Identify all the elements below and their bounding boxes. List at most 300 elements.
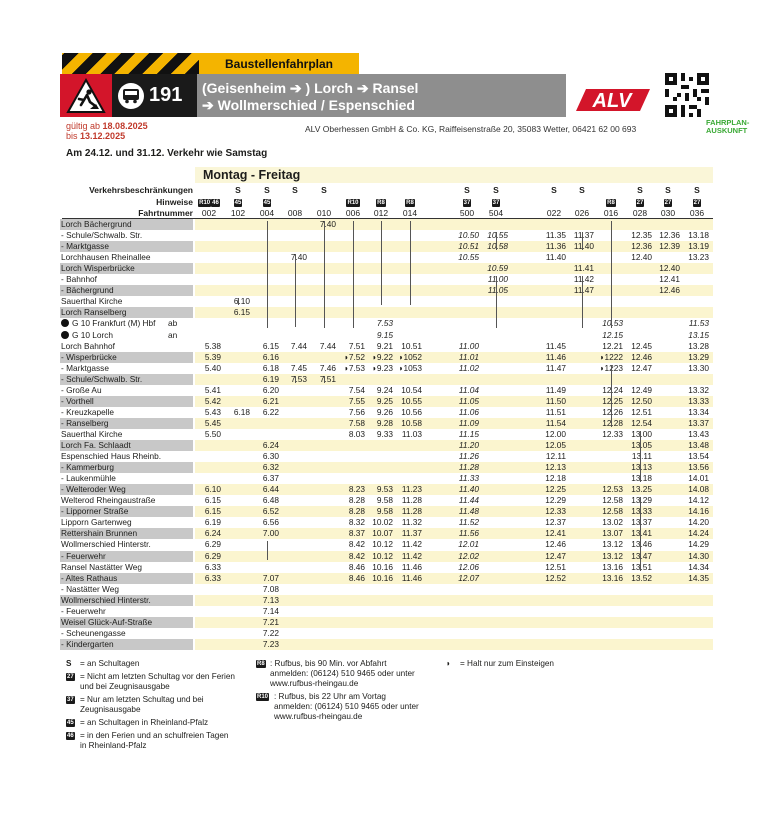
time-cell: 6.19 — [204, 517, 221, 528]
time-cell: 12.40 — [631, 252, 652, 263]
row-times — [195, 484, 713, 495]
row-times — [195, 473, 713, 484]
table-row — [60, 484, 713, 495]
timetable-info-label: FAHRPLAN-AUSKUNFT — [706, 118, 750, 135]
time-cell: 13.16 — [602, 561, 623, 572]
time-cell: 5.40 — [204, 362, 221, 373]
table-row — [60, 451, 713, 462]
legend-item — [256, 659, 426, 689]
row-times — [195, 263, 713, 274]
table-row — [60, 363, 713, 374]
time-cell: 6.22 — [262, 406, 279, 417]
table-row — [60, 573, 713, 584]
time-cell: 10.12 — [372, 550, 393, 561]
time-cell: 11.50 — [545, 395, 566, 406]
time-cell: 11.37 — [573, 230, 594, 241]
hint-cell — [597, 197, 625, 207]
table-row — [60, 551, 713, 562]
time-cell: ◗7.52 — [343, 351, 365, 362]
time-cell: 5.43 — [204, 406, 221, 417]
row-times — [195, 462, 713, 473]
time-cell: 10.59 — [487, 263, 508, 274]
time-cell: 6.33 — [204, 561, 221, 572]
route-line-2: ➔ Wollmerschied / Espenschied — [202, 97, 415, 113]
time-cell: 11.05 — [458, 395, 479, 406]
restriction-cell: S — [264, 185, 270, 195]
time-cell: 12.54 — [631, 417, 652, 428]
stop-name — [60, 539, 193, 550]
time-cell: 7.46 — [319, 362, 336, 373]
table-row — [60, 241, 713, 252]
legend-key — [256, 659, 270, 689]
table-row — [60, 219, 713, 230]
alv-logo — [572, 85, 654, 113]
time-cell: 6.32 — [262, 462, 279, 473]
table-row — [60, 517, 713, 528]
time-cell: 12.07 — [458, 572, 479, 583]
trip-number-label: Fahrtnummer — [138, 208, 193, 218]
time-cell: 11.26 — [458, 451, 479, 462]
legend-item — [66, 731, 236, 751]
time-cell: 14.20 — [688, 517, 709, 528]
stop-name — [60, 606, 193, 617]
time-cell: 6.37 — [262, 473, 279, 484]
time-cell: 7.58 — [348, 417, 365, 428]
row-times — [195, 639, 713, 650]
line-number: 191 — [149, 84, 183, 106]
row-times — [195, 296, 713, 307]
time-cell: 12.36 — [631, 241, 652, 252]
time-cell: 11.35 — [545, 230, 566, 241]
qr-code-icon[interactable] — [665, 73, 709, 117]
time-cell: 6.15 — [262, 340, 279, 351]
time-cell: 7.22 — [262, 627, 279, 638]
time-cell: 14.24 — [688, 528, 709, 539]
hint-badge: 27 — [693, 199, 701, 206]
time-cell: 12.11 — [545, 451, 566, 462]
table-row — [60, 230, 713, 241]
hint-cell — [482, 197, 510, 207]
time-cell: 13.47 — [631, 550, 652, 561]
stop-name — [60, 595, 193, 606]
stop-name-text: - Laukenmühle — [61, 473, 116, 484]
stop-name-text: Lorch Bächergrund — [61, 219, 132, 229]
time-cell: 11.42 — [573, 274, 594, 285]
time-cell: 13.46 — [631, 539, 652, 550]
table-row — [60, 352, 713, 363]
time-cell: 14.16 — [688, 506, 709, 517]
time-cell: 10.58 — [487, 241, 508, 252]
stop-name — [60, 429, 193, 440]
row-times — [195, 440, 713, 451]
time-cell: 12.53 — [602, 484, 623, 495]
table-row — [60, 374, 713, 385]
trip-number: 012 — [373, 208, 389, 218]
table-row — [60, 341, 713, 352]
time-cell: 12.18 — [545, 473, 566, 484]
stop-name — [60, 285, 193, 296]
time-cell: 8.03 — [348, 428, 365, 439]
time-cell: 11.56 — [458, 528, 479, 539]
route-line-1: (Geisenheim ➔ ) Lorch ➔ Ransel — [202, 80, 419, 96]
time-cell: 5.39 — [204, 351, 221, 362]
stop-name — [60, 274, 193, 285]
time-cell: 11.20 — [458, 440, 479, 450]
time-cell: 11.45 — [545, 340, 566, 351]
hint-badge: 37 — [492, 199, 500, 206]
time-cell: ◗1223 — [599, 362, 623, 373]
time-cell: 10.58 — [401, 417, 422, 428]
time-cell: 11.53 — [688, 318, 709, 329]
row-times — [195, 352, 713, 363]
svg-text:ALV: ALV — [592, 90, 632, 112]
notes-label: Hinweise — [156, 197, 193, 207]
restriction-cell: S — [464, 185, 470, 195]
time-cell: 8.42 — [348, 539, 365, 550]
row-times — [195, 341, 713, 352]
time-cell: 6.20 — [262, 384, 279, 395]
time-cell: 12.33 — [545, 506, 566, 517]
construction-stripes — [62, 53, 199, 74]
time-cell: ◗9.23 — [371, 362, 393, 373]
time-cell: 13.52 — [631, 572, 652, 583]
row-times — [195, 562, 713, 573]
row-times — [195, 606, 713, 617]
time-cell: 13.12 — [602, 550, 623, 561]
legend-text: = an Schultagen — [80, 659, 140, 668]
stop-name-text: Weisel Glück-Auf-Straße — [61, 616, 153, 627]
stop-name-text: - Lipporner Straße — [61, 506, 129, 517]
table-row — [60, 440, 713, 451]
time-cell: 13.37 — [688, 417, 709, 428]
time-cell: 7.54 — [348, 384, 365, 395]
pass-through-line — [267, 541, 268, 559]
pass-through-line — [496, 276, 497, 327]
stop-name-text: Lorchhausen Rheinallee — [61, 252, 151, 263]
time-cell: 14.12 — [688, 495, 709, 506]
time-cell: 10.53 — [602, 318, 623, 329]
row-times — [195, 551, 713, 562]
stop-name — [60, 528, 193, 539]
stop-name — [60, 484, 193, 495]
time-cell: 10.55 — [487, 230, 508, 241]
time-cell: 9.25 — [376, 395, 393, 406]
time-cell: 10.51 — [458, 241, 479, 252]
trip-number: 028 — [632, 208, 648, 218]
time-cell: 9.33 — [376, 428, 393, 439]
hint-badge: R10 — [199, 199, 211, 206]
time-cell: 13.15 — [688, 329, 709, 340]
pass-through-line — [381, 221, 382, 305]
arrival-departure-marker: an — [168, 329, 178, 340]
trip-number: 006 — [345, 208, 361, 218]
time-cell: 13.33 — [688, 395, 709, 406]
table-row — [60, 539, 713, 550]
hint-badge: R8 — [406, 199, 414, 206]
stop-name — [60, 385, 193, 396]
row-times — [195, 628, 713, 639]
trip-number: 008 — [287, 208, 303, 218]
stop-name — [60, 573, 193, 584]
time-cell: 11.15 — [458, 428, 479, 439]
pass-through-line — [611, 221, 612, 328]
time-cell: 7.40 — [319, 219, 336, 229]
stop-name-text: - Nastätter Weg — [61, 583, 119, 594]
hint-badge: R10 — [347, 199, 359, 206]
time-cell: 7.44 — [319, 340, 336, 351]
time-cell: 6.15 — [204, 506, 221, 517]
time-cell: 9.15 — [376, 329, 393, 340]
bus-icon — [118, 83, 144, 109]
time-cell: 12.36 — [659, 230, 680, 241]
time-cell: 12.46 — [545, 539, 566, 550]
row-times — [195, 539, 713, 550]
table-row — [60, 606, 713, 617]
legend-key: ◗ — [446, 659, 451, 668]
table-row — [60, 617, 713, 628]
stop-name-text: - Altes Rathaus — [61, 572, 118, 583]
row-times — [195, 241, 713, 252]
legend-key: S — [66, 659, 72, 668]
time-cell: 12.46 — [631, 351, 652, 362]
hint-cell — [626, 197, 654, 207]
stop-name — [60, 517, 193, 528]
trip-number: 010 — [316, 208, 332, 218]
row-times — [195, 330, 713, 341]
time-cell: 6.15 — [204, 495, 221, 506]
table-row — [60, 473, 713, 484]
time-cell: 7.56 — [348, 406, 365, 417]
time-cell: 6.24 — [262, 440, 279, 450]
time-cell: 8.28 — [348, 506, 365, 517]
table-row — [60, 506, 713, 517]
valid-to: 13.12.2025 — [80, 131, 126, 141]
company-address: ALV Oberhessen GmbH & Co. KG, Raiffeisenstraße 20, 35083 Wetter, 06421 62 00 693 — [305, 124, 637, 134]
time-cell: 11.00 — [487, 274, 508, 285]
trip-number: 102 — [230, 208, 246, 218]
time-cell: 7.53 — [376, 318, 393, 329]
time-cell: 12.25 — [602, 395, 623, 406]
row-times — [195, 252, 713, 263]
time-cell: 13.34 — [688, 406, 709, 417]
stop-name-text: - Kreuzkapelle — [61, 406, 115, 417]
time-cell: 7.13 — [262, 594, 279, 605]
row-times — [195, 407, 713, 418]
legend-badge: 37 — [67, 696, 74, 703]
time-cell: 13.30 — [688, 362, 709, 373]
valid-to-label: bis — [66, 131, 78, 141]
stop-name — [60, 363, 193, 374]
stop-name-text: - Marktgasse — [61, 241, 109, 252]
legend-column-2 — [256, 659, 426, 725]
time-cell: 13.23 — [688, 252, 709, 263]
time-cell: 7.14 — [262, 605, 279, 616]
row-times — [195, 285, 713, 296]
stop-name — [60, 396, 193, 407]
time-cell: 7.07 — [262, 572, 279, 583]
row-times — [195, 517, 713, 528]
stop-name-text: G 10 Lorch — [72, 329, 114, 340]
row-times — [195, 318, 713, 329]
stop-name — [60, 374, 193, 385]
stop-name-text: - Marktgasse — [61, 362, 109, 373]
time-cell: 12.29 — [545, 495, 566, 506]
hint-badge: R8 — [377, 199, 385, 206]
time-cell: 8.32 — [348, 517, 365, 528]
time-cell: 12.52 — [545, 572, 566, 583]
restrictions-label: Verkehrsbeschränkungen — [89, 185, 193, 195]
legend-item — [66, 672, 236, 692]
stop-name-text: - Feuerwehr — [61, 550, 106, 561]
time-cell: 7.44 — [290, 340, 307, 351]
time-cell: 10.12 — [372, 539, 393, 550]
stop-name — [60, 263, 193, 274]
time-cell: 6.56 — [262, 517, 279, 528]
stop-name — [60, 495, 193, 506]
time-cell: 12.21 — [602, 340, 623, 351]
time-cell: 9.58 — [376, 506, 393, 517]
time-cell: 12.05 — [545, 440, 566, 450]
time-cell: 11.42 — [401, 550, 422, 561]
legend-item — [66, 718, 236, 728]
time-cell: 8.28 — [348, 495, 365, 506]
stop-name — [60, 230, 193, 241]
time-cell: 6.29 — [204, 539, 221, 550]
table-row — [60, 462, 713, 473]
stop-name-text: Espenschied Haus Rheinb. — [61, 451, 162, 462]
time-cell: 6.16 — [262, 351, 279, 362]
stop-name — [60, 296, 193, 307]
time-cell: 10.16 — [372, 561, 393, 572]
time-cell: 7.40 — [290, 252, 307, 263]
restriction-cell: S — [694, 185, 700, 195]
trip-number: 004 — [259, 208, 275, 218]
time-cell: 12.51 — [545, 561, 566, 572]
trip-number: 030 — [660, 208, 676, 218]
stop-name-text: - Schule/Schwalb. Str. — [61, 230, 143, 241]
stop-name — [60, 307, 193, 318]
time-cell: ◗1222 — [599, 351, 623, 362]
time-cell: 12.24 — [602, 384, 623, 395]
legend-item — [256, 692, 426, 722]
time-cell: 11.36 — [545, 241, 566, 252]
time-cell: 12.37 — [545, 517, 566, 528]
stop-name-text: Wollmerschied Hinterstr. — [61, 539, 151, 550]
stop-name-text: - Feuerwehr — [61, 605, 106, 616]
time-cell: 5.38 — [204, 340, 221, 351]
time-cell: 14.01 — [688, 473, 709, 484]
time-cell: 11.47 — [545, 362, 566, 373]
legend-badge: R10 — [257, 693, 269, 700]
table-row — [60, 528, 713, 539]
time-cell: ◗1053 — [398, 362, 422, 373]
time-cell: 13.25 — [631, 484, 652, 495]
hint-badge: 45 — [263, 199, 271, 206]
row-times — [195, 495, 713, 506]
time-cell: 12.47 — [545, 550, 566, 561]
pass-through-line — [611, 365, 612, 427]
time-cell: 12.26 — [602, 406, 623, 417]
train-icon — [61, 331, 69, 339]
trip-number: 022 — [546, 208, 562, 218]
table-row — [60, 285, 713, 296]
pass-through-line — [267, 221, 268, 328]
stop-name — [60, 418, 193, 429]
stop-name-text: - Schule/Schwalb. Str. — [61, 373, 143, 384]
row-times — [195, 219, 713, 230]
time-cell: 13.18 — [688, 230, 709, 241]
stop-name — [60, 551, 193, 562]
pass-through-line — [324, 376, 325, 383]
stop-name — [60, 617, 193, 628]
valid-from-label: gültig ab — [66, 121, 101, 131]
time-cell: 9.26 — [376, 406, 393, 417]
time-cell: 11.01 — [458, 351, 479, 362]
trip-number: 014 — [402, 208, 418, 218]
time-cell: 11.46 — [545, 351, 566, 362]
time-cell: 13.28 — [688, 340, 709, 351]
stop-name-text: - Bächergrund — [61, 285, 114, 296]
pass-through-line — [295, 254, 296, 327]
stop-name-text: Welterod Rheingaustraße — [61, 495, 156, 506]
stop-name — [60, 584, 193, 595]
time-cell: 14.34 — [688, 561, 709, 572]
time-cell: 13.32 — [688, 384, 709, 395]
legend-key — [66, 718, 80, 728]
time-cell: 6.18 — [233, 406, 250, 417]
time-cell: 12.33 — [602, 428, 623, 439]
time-cell: 9.58 — [376, 495, 393, 506]
restriction-cell: S — [665, 185, 671, 195]
hint-cell — [683, 197, 711, 207]
hint-cell — [195, 197, 223, 207]
time-cell: 12.02 — [458, 550, 479, 561]
time-cell: 13.51 — [631, 561, 652, 572]
time-cell: 12.50 — [631, 395, 652, 406]
pass-through-line — [582, 232, 583, 250]
table-row — [60, 385, 713, 396]
time-cell: 14.30 — [688, 550, 709, 561]
time-cell: 13.00 — [631, 428, 652, 439]
time-cell: 5.42 — [204, 395, 221, 406]
legend-badge: 45 — [67, 719, 74, 726]
hint-cell — [339, 197, 367, 207]
time-cell: 13.02 — [602, 517, 623, 528]
pass-through-line — [324, 221, 325, 328]
legend-key — [66, 695, 80, 715]
stop-name — [60, 506, 193, 517]
stop-name-text: - Scheunengasse — [61, 627, 126, 638]
time-cell: 14.29 — [688, 539, 709, 550]
route-title — [202, 80, 418, 114]
trip-number: 504 — [488, 208, 504, 218]
time-cell: 8.46 — [348, 572, 365, 583]
table-row — [60, 584, 713, 595]
time-cell: 14.08 — [688, 484, 709, 495]
time-cell: 12.25 — [545, 484, 566, 495]
time-cell: 9.24 — [376, 384, 393, 395]
time-cell: 13.29 — [688, 351, 709, 362]
construction-timetable-label: Baustellenfahrplan — [199, 53, 359, 74]
time-cell: 12.28 — [602, 417, 623, 428]
time-cell: 6.24 — [204, 528, 221, 539]
day-heading: Montag - Freitag — [195, 167, 713, 183]
time-cell: 7.23 — [262, 638, 279, 649]
time-cell: 11.49 — [545, 384, 566, 395]
hint-badge: 27 — [664, 199, 672, 206]
time-cell: 7.51 — [319, 373, 336, 384]
time-cell: 7.08 — [262, 583, 279, 594]
